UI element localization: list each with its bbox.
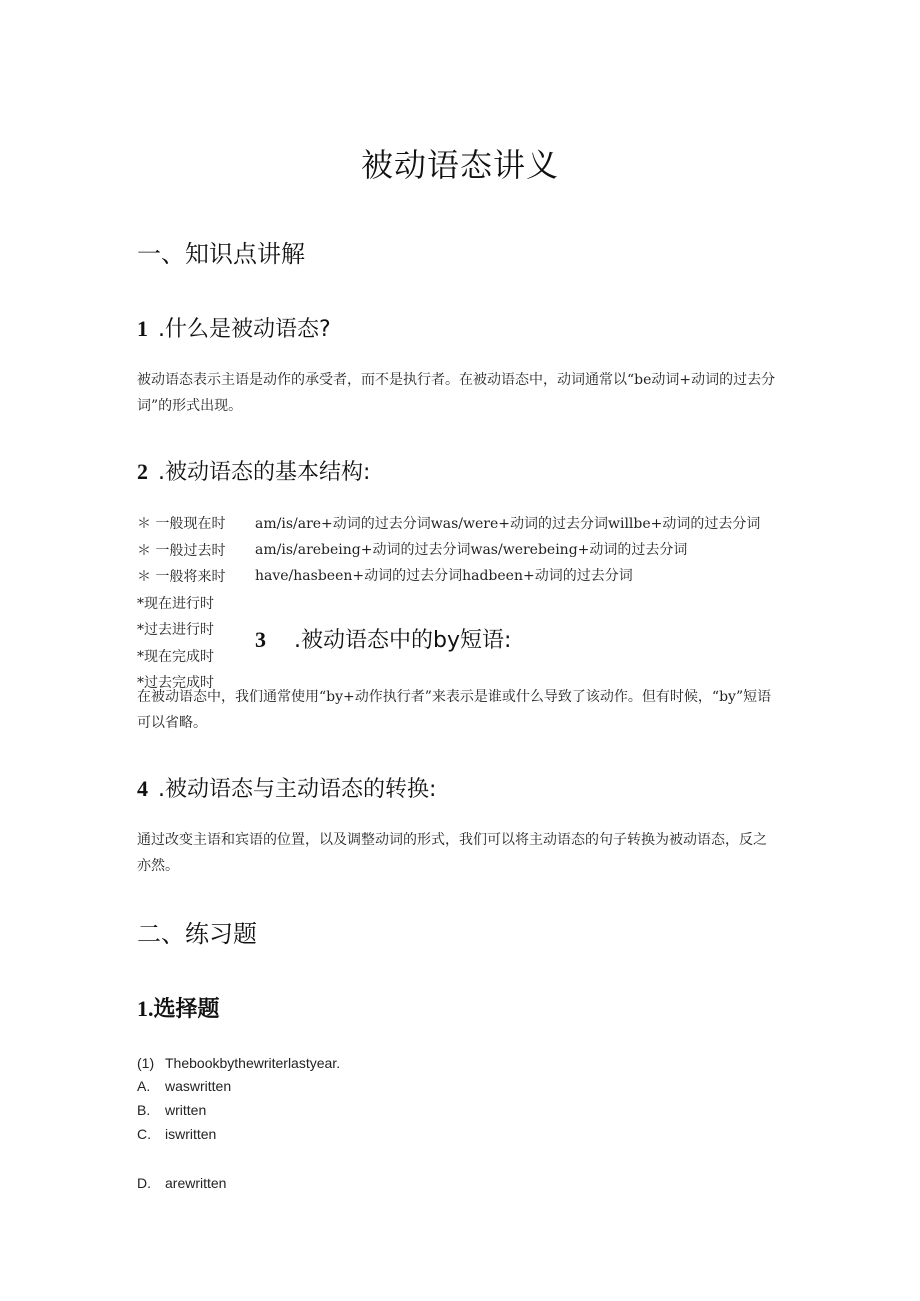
page-title: 被动语态讲义 <box>360 146 559 184</box>
tense-item: ＊ 一般过去时 <box>137 542 226 559</box>
tense-item: *现在完成时 <box>137 648 214 665</box>
tense-item: ＊ 一般将来时 <box>137 569 226 585</box>
section-heading-knowledge: 一、知识点讲解 <box>137 240 305 268</box>
tense-item: *现在进行时 <box>137 595 214 612</box>
option-b[interactable] <box>137 1102 206 1118</box>
heading-basic-structure <box>137 455 370 486</box>
question-text: Thebookbythewriterlastyear. <box>165 1055 341 1071</box>
option-label: C. <box>137 1126 151 1142</box>
tense-item: *过去完成时 <box>137 675 214 691</box>
heading-number: 1 <box>137 316 148 341</box>
heading-number: 2 <box>137 459 148 484</box>
subheading-multiple-choice: 1.选择题 <box>137 996 220 1021</box>
heading-text: .被动语态与主动语态的转换: <box>158 777 437 802</box>
question-1 <box>137 1055 340 1071</box>
option-d[interactable] <box>137 1175 226 1191</box>
option-label: B. <box>137 1102 151 1118</box>
structure-formulas: am/is/are+动词的过去分词was/were+动词的过去分词willbe+动词的过去分词am/is/arebeing+动词的过去分词was/werebeing+动词的过去分词have/hasbeen+动词的过去分词hadbeen+动词的过去分词 <box>255 516 761 584</box>
question-number: (1) <box>137 1055 155 1071</box>
option-c[interactable] <box>137 1126 216 1142</box>
heading-number: 3 <box>255 627 266 652</box>
heading-text: .被动语态中的by短语: <box>294 628 512 653</box>
option-text: arewritten <box>165 1175 227 1191</box>
paragraph-conversion: 通过改变主语和宾语的位置，以及调整动词的形式，我们可以将主动语态的句子转换为被动语态，反之亦然。 <box>137 832 767 874</box>
tense-list <box>137 511 257 691</box>
section-heading-exercises: 二、练习题 <box>137 920 257 948</box>
option-text: waswritten <box>165 1078 232 1094</box>
heading-conversion <box>137 772 436 803</box>
option-text: iswritten <box>165 1126 217 1142</box>
tense-item: *过去进行时 <box>137 622 214 638</box>
heading-number: 4 <box>137 776 148 801</box>
heading-text: .什么是被动语态? <box>158 317 331 342</box>
heading-text: .被动语态的基本结构: <box>158 460 371 485</box>
tense-item: ＊ 一般现在时 <box>137 516 226 532</box>
paragraph-by-phrase: 在被动语态中，我们通常使用“by+动作执行者”来表示是谁或什么导致了该动作。但有时候，“by”短语可以省略。 <box>137 689 772 731</box>
heading-what-is-passive <box>137 312 331 343</box>
heading-by-phrase <box>255 623 511 654</box>
option-text: written <box>165 1102 207 1118</box>
option-label: A. <box>137 1078 151 1094</box>
paragraph-definition: 被动语态表示主语是动作的承受者，而不是执行者。在被动语态中，动词通常以“be动词+动词的过去分词”的形式出现。 <box>137 372 776 414</box>
option-a[interactable] <box>137 1078 231 1094</box>
option-label: D. <box>137 1175 151 1191</box>
